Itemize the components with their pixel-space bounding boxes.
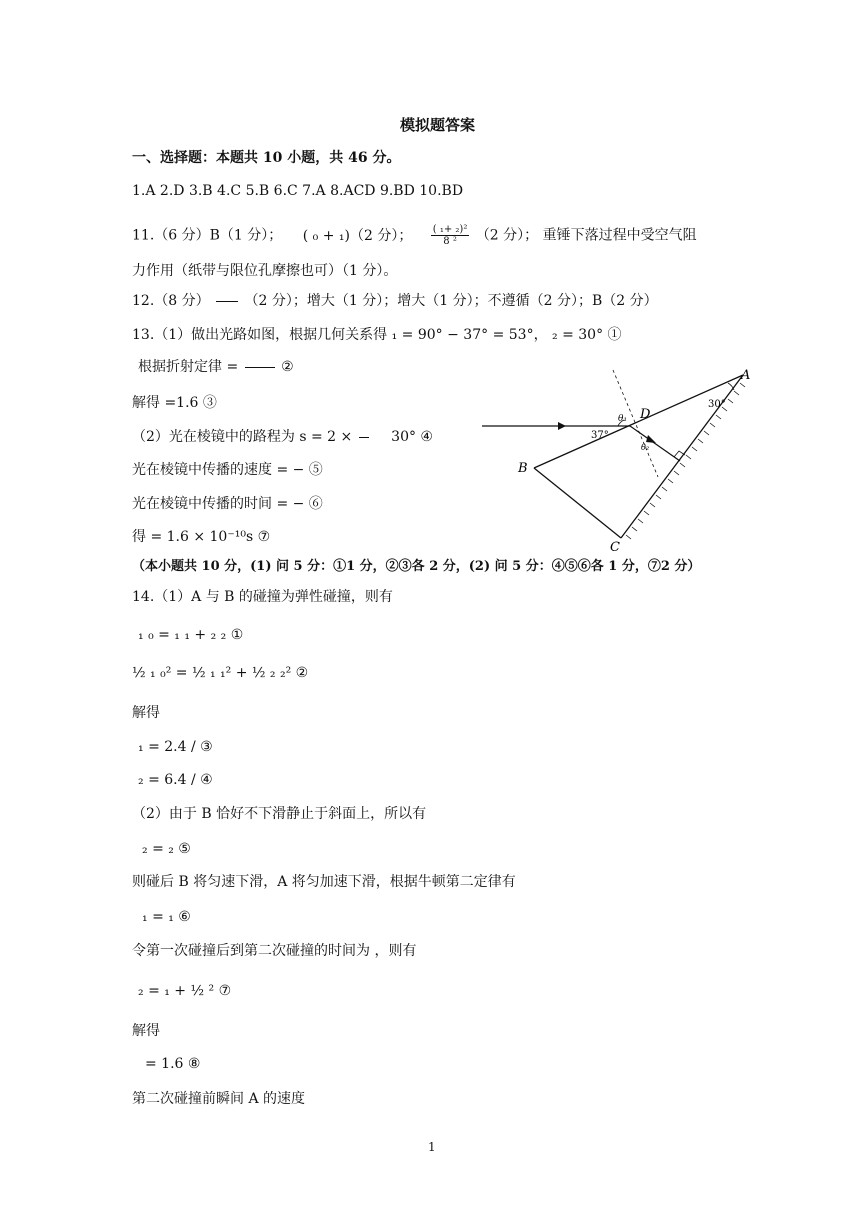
label-a: A [741, 368, 751, 383]
q14-line-5: 第二次碰撞前瞬间 A 的速度 [132, 1091, 306, 1107]
q13-snell-text: 根据折射定律 = [138, 359, 239, 375]
label-angle-37: 37° [591, 430, 609, 441]
page-number: 1 [428, 1140, 436, 1154]
q14-eq-8: = 1.6 ⑧ [145, 1056, 201, 1072]
prism-edge-bc [534, 468, 621, 538]
q13-line-3: 解得 =1.6 ③ [132, 395, 217, 411]
q11-frac-den: 8 ² [443, 236, 457, 247]
label-c: C [610, 540, 620, 555]
q14-eq-7: ₂ = ₁ + ½ ² ⑦ [138, 983, 232, 999]
incident-arrow [558, 422, 566, 430]
q13-line-7: 得 = 1.6 × 10⁻¹⁰s ⑦ [132, 529, 271, 545]
q11-part-a: 11.（6 分）B（1 分）； [132, 227, 283, 244]
q11-part-b: ( ₀ + ₁)（2 分）； [302, 227, 413, 244]
q13-path-angle: 30° ④ [391, 429, 433, 445]
q14-eq-4: ₂ = 6.4 / ④ [138, 772, 213, 788]
q12-line [132, 292, 658, 310]
label-theta-2: θ₂ [641, 443, 650, 452]
q11-line-2: 力作用（纸带与限位孔摩擦也可）（1 分）。 [132, 263, 398, 279]
q13-score-note: （本小题共 10 分，(1) 问 5 分：①1 分，②③各 2 分，(2) 问 5 分：④⑤⑥各 1 分，⑦2 分） [132, 559, 701, 574]
q14-jiede-1: 解得 [132, 705, 160, 721]
q14-eq-1: ₁ ₀ = ₁ ₁ + ₂ ₂ ① [138, 627, 244, 643]
q13-line-5: 光在棱镜中传播的速度 = − ⑤ [132, 462, 323, 478]
q13-line-4 [132, 428, 433, 446]
q14-line-4: 令第一次碰撞后到第二次碰撞的时间为 ，则有 [132, 943, 417, 959]
q13-line-6: 光在棱镜中传播的时间 = − ⑥ [132, 496, 323, 512]
q13-path-fraction [359, 432, 369, 443]
q14-line-1: 14.（1）A 与 B 的碰撞为弹性碰撞，则有 [132, 589, 393, 605]
choice-answers: 1.A 2.D 3.B 4.C 5.B 6.C 7.A 8.ACD 9.BD 10.BD [132, 183, 464, 199]
q14-eq-5: ₂ = ₂ ⑤ [142, 841, 191, 857]
q14-eq-2: ½ ₁ ₀² = ½ ₁ ₁² + ½ ₂ ₂² ② [132, 665, 309, 681]
q13-mark-2: ② [281, 359, 294, 375]
q11-fraction [431, 224, 470, 247]
right-angle-mark [674, 451, 685, 457]
label-b: B [518, 461, 528, 476]
prism-edge-ab [534, 375, 743, 468]
q13-line-1: 13.（1）做出光路如图，根据几何关系得 ₁ = 90° − 37° = 53°， ₂ = 30° ① [132, 327, 622, 343]
q14-eq-3: ₁ = 2.4 / ③ [138, 739, 213, 755]
page-title: 模拟题答案 [400, 116, 476, 134]
q11-part-c: （2 分）； 重锤下落过程中受空气阻 [475, 227, 697, 244]
q11-frac-num: ( ₁+ ₂)² [432, 224, 468, 235]
q13-snell-fraction [245, 361, 275, 374]
angle-arc-30 [728, 383, 734, 390]
q13-line-2 [138, 358, 294, 376]
prism-light-path-diagram [478, 365, 778, 560]
q12-fraction [216, 295, 238, 308]
refracted-arrow [646, 435, 656, 443]
refracted-ray [630, 426, 680, 461]
q14-line-3: 则碰后 B 将匀速下滑，A 将匀加速下滑，根据牛顿第二定律有 [132, 874, 516, 890]
q12-part-a: 12.（8 分） [132, 293, 210, 309]
q13-path-text: （2）光在棱镜中的路程为 s = 2 × [132, 429, 353, 445]
q14-eq-6: ₁ = ₁ ⑥ [142, 909, 191, 925]
q14-line-2: （2）由于 B 恰好不下滑静止于斜面上，所以有 [132, 806, 427, 822]
label-theta-1: θ₁ [618, 414, 628, 424]
q11-line-1 [132, 224, 697, 247]
section-heading: 一、选择题：本题共 10 小题，共 46 分。 [132, 150, 401, 166]
q12-part-b: （2 分）；增大（1 分）；增大（1 分）；不遵循（2 分）；B（2 分） [244, 293, 658, 309]
label-d: D [640, 407, 651, 422]
q14-jiede-2: 解得 [132, 1023, 160, 1039]
label-angle-30: 30° [708, 399, 726, 410]
